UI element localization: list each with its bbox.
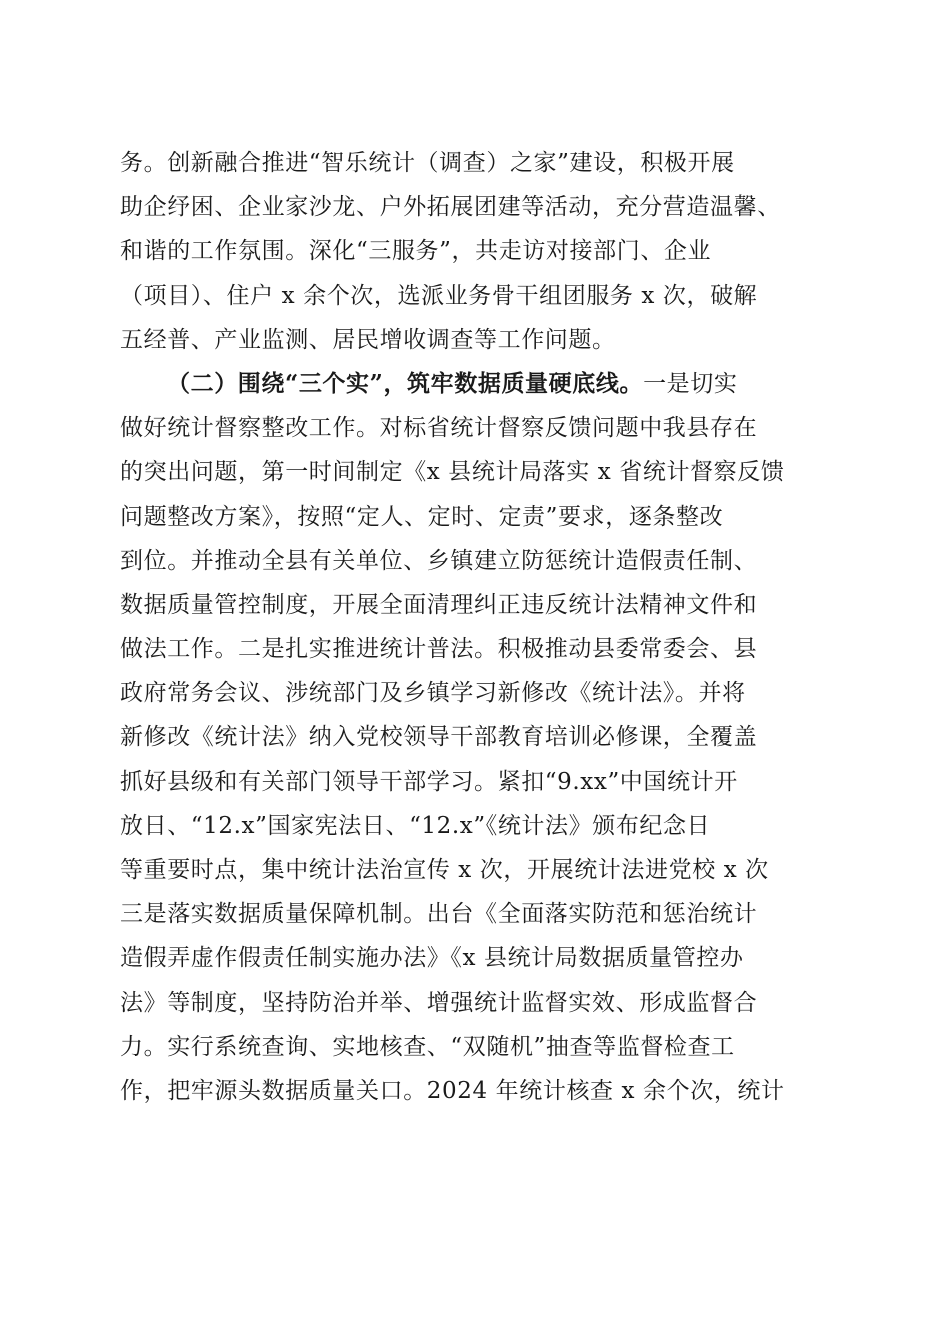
paragraph-line: [120, 892, 828, 936]
paragraph-line: [120, 1025, 828, 1069]
line-text: 新修改《统计法》纳入党校领导干部教育培训必修课，全覆盖: [120, 724, 758, 751]
paragraph-line: [120, 627, 828, 671]
paragraph-line: [120, 583, 828, 627]
paragraph-line: [120, 362, 828, 406]
line-text: 的突出问题，第一时间制定《x 县统计局落实 x 省统计督察反馈: [120, 459, 785, 486]
line-text: 法》等制度，坚持防治并举、增强统计监督实效、形成监督合: [120, 989, 758, 1016]
paragraph-line: [120, 804, 828, 848]
line-text: 抓好县级和有关部门领导干部学习。紧扣“9.xx”中国统计开: [120, 768, 738, 795]
line-text: 一是切实: [643, 370, 738, 397]
paragraph-line: [120, 318, 828, 362]
paragraph-line: [120, 760, 828, 804]
line-text: 做法工作。二是扎实推进统计普法。积极推动县委常委会、县: [120, 636, 758, 663]
paragraph-line: [120, 981, 828, 1025]
line-text: 数据质量管控制度，开展全面清理纠正违反统计法精神文件和: [120, 591, 758, 618]
line-text: 造假弄虚作假责任制实施办法》《x 县统计局数据质量管控办: [120, 945, 744, 972]
paragraph-line: [120, 936, 828, 980]
paragraph-line: [120, 1069, 828, 1113]
line-text: 做好统计督察整改工作。对标省统计督察反馈问题中我县存在: [120, 415, 758, 442]
paragraph-line: [120, 495, 828, 539]
paragraph-line: [120, 229, 828, 273]
paragraph-line: [120, 450, 828, 494]
line-text: 和谐的工作氛围。深化“三服务”，共走访对接部门、企业: [120, 238, 712, 265]
line-text: 等重要时点，集中统计法治宣传 x 次，开展统计法进党校 x 次: [120, 857, 769, 883]
paragraph-line: [120, 141, 828, 185]
paragraph-line: [120, 848, 828, 892]
line-text: 政府常务会议、涉统部门及乡镇学习新修改《统计法》。并将: [120, 680, 746, 707]
line-text: 放日、“12.x”国家宪法日、“12.x”《统计法》颁布纪念日: [120, 812, 711, 839]
line-text: 助企纾困、企业家沙龙、户外拓展团建等活动，充分营造温馨、: [120, 194, 781, 221]
body-text: [120, 141, 828, 1113]
line-text: 务。创新融合推进“智乐统计（调查）之家”建设，积极开展: [120, 150, 735, 176]
section-heading-text: （二）围绕“三个实”，筑牢数据质量硬底线。: [167, 369, 644, 397]
line-text: 作，把牢源头数据质量关口。2024 年统计核查 x 余个次，统计: [120, 1077, 785, 1104]
line-text: 五经普、产业监测、居民增收调查等工作问题。: [120, 326, 616, 353]
paragraph-line: [120, 671, 828, 715]
line-text: 三是落实数据质量保障机制。出台《全面落实防范和惩治统计: [120, 901, 758, 928]
paragraph-line: [120, 539, 828, 583]
paragraph-line: [120, 185, 828, 229]
paragraph-line: [120, 274, 828, 318]
paragraph-line: [120, 715, 828, 759]
line-text: 到位。并推动全县有关单位、乡镇建立防惩统计造假责任制、: [120, 547, 758, 574]
line-text: 问题整改方案》，按照“定人、定时、定责”要求，逐条整改: [120, 503, 724, 530]
line-text: （项目）、住户 x 余个次，选派业务骨干组团服务 x 次，破解: [120, 282, 758, 309]
paragraph-line: [120, 406, 828, 450]
line-text: 力。实行系统查询、实地核查、“双随机”抽查等监督检查工: [120, 1033, 735, 1060]
